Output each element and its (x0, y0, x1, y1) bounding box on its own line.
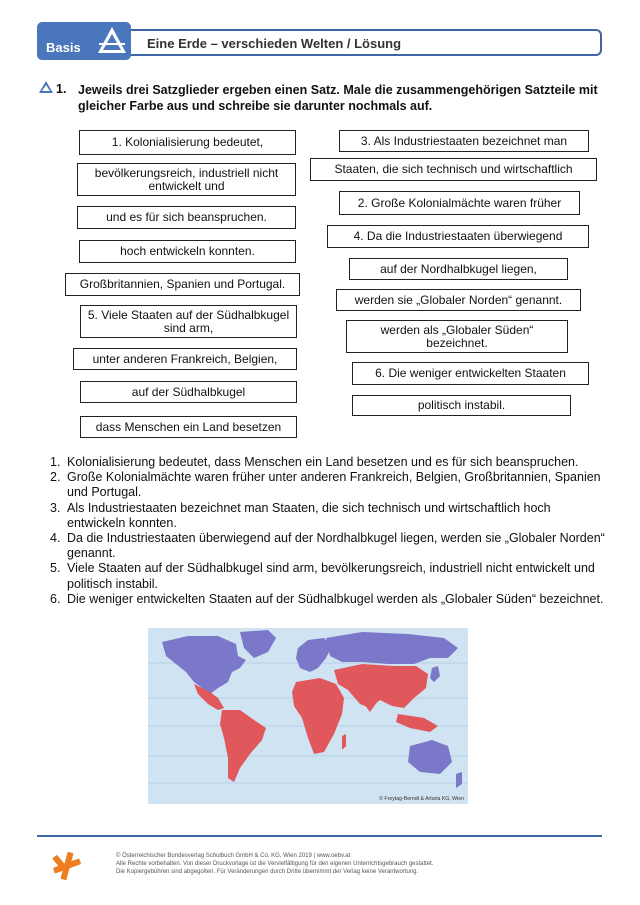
footer-copyright (116, 852, 576, 876)
item-number: 1. (50, 455, 61, 469)
fragment-box: werden sie „Globaler Norden“ genannt. (336, 289, 581, 311)
footer-line: Alle Rechte vorbehalten. Von dieser Druckvorlage ist die Vervielfältigung für den eigenen Unterrichtsgebrauch gestattet. (116, 861, 434, 867)
oebv-logo-icon (52, 850, 82, 882)
fragment-box: bevölkerungsreich, industriell nicht entwickelt und (77, 163, 296, 196)
fragment-box: und es für sich beanspruchen. (77, 206, 296, 229)
fragment-box: 6. Die weniger entwickelten Staaten (352, 362, 589, 385)
item-number: 6. (50, 591, 61, 606)
fragment-box: Großbritannien, Spanien und Portugal. (65, 273, 300, 296)
item-text: Die weniger entwickelten Staaten auf der Südhalbkugel werden als „Globaler Süden“ bezeichnet. (67, 591, 604, 606)
world-map (148, 628, 468, 804)
item-text: Große Kolonialmächte waren früher unter anderen Frankreich, Belgien, Großbritannien, Spanien und Portugal. (67, 470, 601, 500)
list-item (50, 455, 610, 470)
task-number: 1. (56, 82, 67, 96)
list-item (50, 592, 610, 607)
list-item (50, 561, 610, 591)
fragment-box: werden als „Globaler Süden“ bezeichnet. (346, 320, 568, 353)
triangle-logo-icon (96, 25, 128, 57)
list-item (50, 531, 610, 561)
logo-label: Basis (46, 40, 81, 55)
fragment-box: politisch instabil. (352, 395, 571, 416)
item-number: 3. (50, 500, 61, 515)
fragment-box: 3. Als Industriestaaten bezeichnet man (339, 130, 589, 152)
item-text: Kolonialisierung bedeutet, dass Menschen ein Land besetzen und es für sich beanspruchen. (67, 455, 579, 469)
fragment-box: auf der Südhalbkugel (80, 381, 297, 403)
fragment-box: hoch entwickeln konnten. (79, 240, 296, 263)
footer-line: © Österreichischer Bundesverlag Schulbuch GmbH & Co. KG, Wien 2019 | www.oebv.at (116, 853, 351, 859)
map-credit: © Freytag-Berndt & Artaria KG, Wien (379, 796, 464, 802)
item-number: 4. (50, 531, 61, 546)
fragment-box: auf der Nordhalbkugel liegen, (349, 258, 568, 280)
list-item (50, 501, 610, 531)
fragment-box: 4. Da die Industriestaaten überwiegend (327, 225, 589, 248)
fragment-box: unter anderen Frankreich, Belgien, (73, 348, 297, 370)
fragment-box: Staaten, die sich technisch und wirtschaftlich (310, 158, 597, 181)
task-instruction: Jeweils drei Satzglieder ergeben einen Satz. Male die zusammengehörigen Satzteile mit gleicher Farbe aus und schreibe sie darunter nochmals auf. (78, 83, 598, 113)
footer-line: Die Kopiergebühren sind abgegolten. Für Veränderungen durch Dritte übernimmt der Verlag keine Verantwortung. (116, 869, 419, 875)
fragment-box: 1. Kolonialisierung bedeutet, (79, 130, 296, 155)
solution-list (50, 455, 610, 607)
item-number: 2. (50, 470, 61, 485)
footer-rule (37, 835, 602, 837)
item-text: Als Industriestaaten bezeichnet man Staaten, die sich technisch und wirtschaftlich hoch entwickeln konnten. (67, 500, 551, 530)
fragment-box: 2. Große Kolonialmächte waren früher (339, 191, 580, 215)
level-triangle-icon (38, 80, 54, 94)
fragment-box: dass Menschen ein Land besetzen (80, 416, 297, 438)
list-item (50, 470, 610, 500)
fragment-box: 5. Viele Staaten auf der Südhalbkugel sind arm, (80, 305, 297, 338)
item-text: Da die Industriestaaten überwiegend auf der Nordhalbkugel liegen, werden sie „Globaler Norden“ genannt. (67, 531, 605, 561)
item-number: 5. (50, 561, 61, 576)
page-title: Eine Erde – verschieden Welten / Lösung (147, 36, 402, 51)
item-text: Viele Staaten auf der Südhalbkugel sind arm, bevölkerungsreich, industriell nicht entwickelt und politisch instabil. (67, 561, 595, 591)
